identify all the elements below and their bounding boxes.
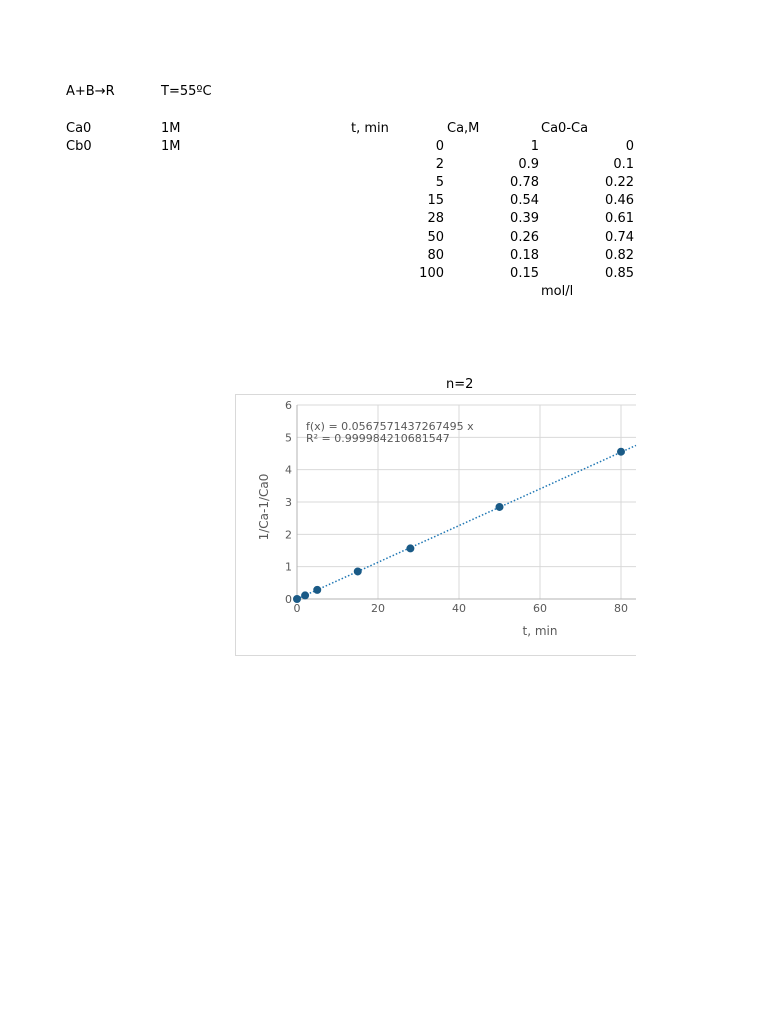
unit-note: mol/l [541, 284, 574, 299]
cell-time: 50 [427, 230, 444, 245]
chart-title: n=2 [446, 377, 474, 392]
x-axis-title: t, min [522, 624, 558, 638]
param-value-ca0: 1M [161, 121, 181, 136]
cell-time: 5 [435, 175, 444, 190]
cell-time: 0 [435, 139, 444, 154]
cell-ca: 0.78 [510, 175, 539, 190]
y-tick-label: 3 [285, 496, 292, 509]
table-header-conversion: Ca0-Ca [541, 121, 589, 136]
data-point [407, 545, 414, 552]
param-value-cb0: 1M [161, 139, 181, 154]
temperature-label: T=55ºC [161, 84, 212, 99]
cell-conversion: 0.22 [605, 175, 634, 190]
cell-ca: 0.9 [518, 157, 539, 172]
trendline-r-squared: R² = 0.999984210681547 [306, 432, 450, 445]
data-point [354, 568, 361, 575]
cell-conversion: 0.82 [605, 248, 634, 263]
data-point [618, 448, 625, 455]
trendline [297, 445, 636, 599]
cell-ca: 0.54 [510, 193, 539, 208]
cell-conversion: 0.61 [605, 211, 634, 226]
cell-ca: 1 [530, 139, 539, 154]
x-tick-label: 60 [533, 602, 547, 615]
cell-ca: 0.15 [510, 266, 539, 281]
y-axis-title: 1/Ca-1/Ca0 [257, 473, 271, 541]
x-tick-label: 80 [614, 602, 628, 615]
y-tick-label: 4 [285, 463, 292, 477]
data-point [302, 592, 309, 599]
cell-time: 15 [427, 193, 444, 208]
y-tick-label: 1 [285, 560, 292, 574]
trendline-equation: f(x) = 0.0567571437267495 x [306, 420, 474, 433]
cell-time: 80 [427, 248, 444, 263]
y-tick-label: 6 [285, 399, 292, 412]
cell-ca: 0.18 [510, 248, 539, 263]
cell-time: 2 [435, 157, 444, 172]
table-header-time: t, min [351, 121, 389, 136]
y-tick-label: 2 [285, 528, 292, 542]
cell-ca: 0.39 [510, 211, 539, 226]
x-tick-label: 40 [452, 602, 466, 615]
cell-conversion: 0.46 [605, 193, 634, 208]
data-point [294, 596, 301, 603]
cell-ca: 0.26 [510, 230, 539, 245]
cell-conversion: 0 [625, 139, 634, 154]
param-label-cb0: Cb0 [66, 139, 92, 154]
cell-conversion: 0.1 [613, 157, 634, 172]
y-tick-label: 5 [285, 431, 292, 445]
reaction-label: A+B→R [66, 84, 115, 99]
y-tick-label: 0 [285, 593, 292, 606]
cell-time: 28 [427, 211, 444, 226]
x-tick-label: 20 [371, 602, 385, 615]
cell-time: 100 [419, 266, 444, 281]
table-header-ca: Ca,M [447, 121, 480, 136]
data-point [496, 503, 503, 510]
cell-conversion: 0.74 [605, 230, 634, 245]
x-tick-label: 0 [293, 602, 301, 615]
cell-conversion: 0.85 [605, 266, 634, 281]
param-label-ca0: Ca0 [66, 121, 92, 136]
data-point [314, 586, 321, 593]
